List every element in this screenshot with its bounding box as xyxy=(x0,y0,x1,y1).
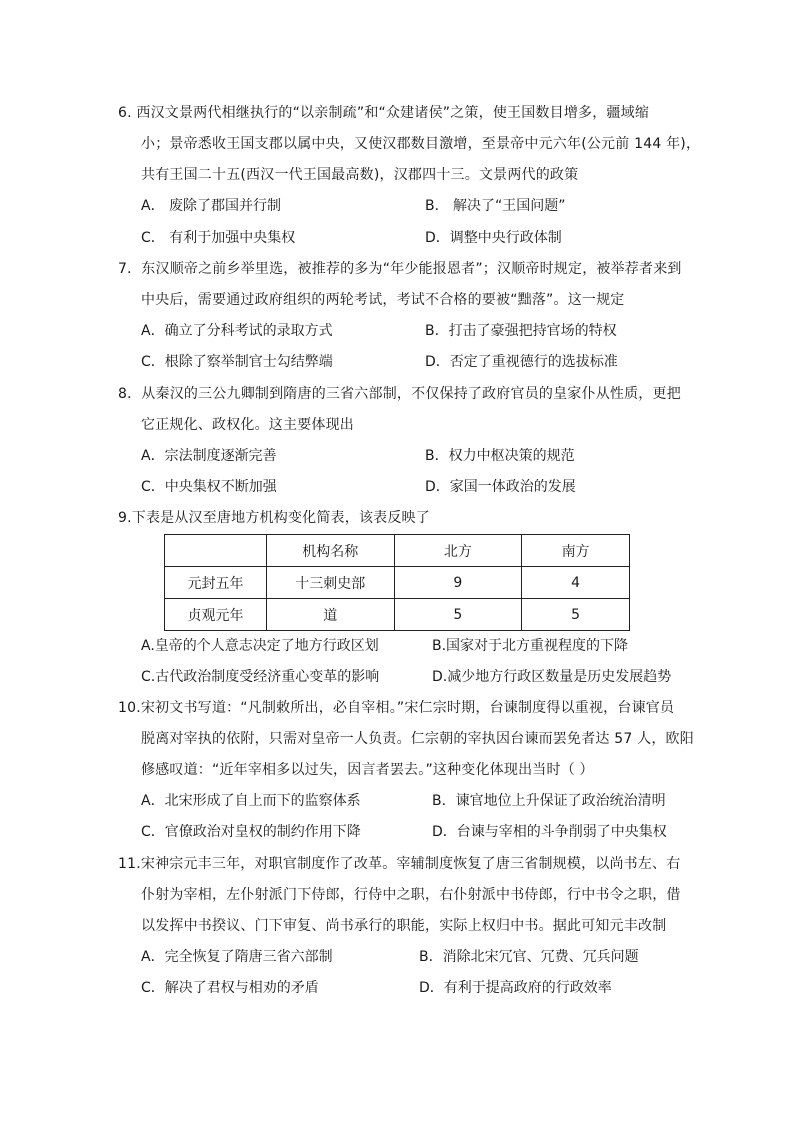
question-9-line-1: 9.下表是从汉至唐地方机构变化简表，该表反映了 xyxy=(118,510,430,526)
table-row xyxy=(165,599,630,631)
question-10-line-3: 修感叹道：“近年宰相多以过失，因言者罢去。”这种变化体现出当时（ ） xyxy=(141,762,594,778)
question-10-option-b[interactable]: B．谏官地位上升保证了政治统治清明 xyxy=(432,793,666,809)
question-6-option-b[interactable]: B． 解决了“王国问题” xyxy=(425,198,566,214)
question-7-line-1: 7．东汉顺帝之前乡举里选，被推荐的多为“年少能报恩者”；汉顺帝时规定，被举荐者来到 xyxy=(118,261,682,277)
question-7-option-a[interactable]: A．确立了分科考试的录取方式 xyxy=(141,323,333,339)
table-cell: 5 xyxy=(394,599,522,631)
question-10-line-1: 10.宋初文书写道：“凡制敕所出，必自宰相。”宋仁宗时期，台谏制度得以重视，台谏官员 xyxy=(118,700,675,716)
question-6-line-3: 共有王国二十五(西汉一代王国最高数)，汉郡四十三。文景两代的政策 xyxy=(141,167,579,183)
question-10-option-a[interactable]: A．北宋形成了自上而下的监察体系 xyxy=(141,793,361,809)
question-8-line-2: 它正规化、政权化。这主要体现出 xyxy=(141,417,354,433)
question-6-line-1: 6. 西汉文景两代相继执行的“以亲制疏”和“众建诸侯”之策，使王国数目增多，疆域缩 xyxy=(118,105,650,121)
data-table xyxy=(164,534,630,631)
question-11-line-1: 11.宋神宗元丰三年，对职官制度作了改革。宰辅制度恢复了唐三省制规模，以尚书左、右 xyxy=(118,856,681,872)
question-9-option-a[interactable]: A.皇帝的个人意志决定了地方行政区划 xyxy=(141,638,379,654)
question-7-option-c[interactable]: C．根除了察举制官士勾结弊端 xyxy=(141,354,333,370)
question-11-line-3: 以发挥中书揆议、门下审复、尚书承行的职能，实际上权归中书。据此可知元丰改制 xyxy=(141,918,667,934)
question-6-option-d[interactable]: D．调整中央行政体制 xyxy=(425,230,562,246)
question-8-option-b[interactable]: B．权力中枢决策的规范 xyxy=(425,448,575,464)
table-cell: 道 xyxy=(266,599,394,631)
table-cell: 9 xyxy=(394,567,522,599)
question-11-option-d[interactable]: D．有利于提高政府的行政效率 xyxy=(419,980,612,996)
table-cell: 4 xyxy=(522,567,630,599)
table-header-cell: 机构名称 xyxy=(266,535,394,567)
question-8-line-1: 8．从秦汉的三公九卿制到隋唐的三省六部制，不仅保持了政府官员的皇家仆从性质，更把 xyxy=(118,386,681,402)
table-row xyxy=(165,567,630,599)
table-header-cell xyxy=(165,535,267,567)
question-10-option-d[interactable]: D．台谏与宰相的斗争削弱了中央集权 xyxy=(432,824,667,840)
question-7-option-d[interactable]: D．否定了重视德行的选拔标准 xyxy=(425,354,618,370)
question-6-option-c[interactable]: C． 有利于加强中央集权 xyxy=(141,230,296,246)
question-10-line-2: 脱离对宰执的依附，只需对皇帝一人负责。仁宗朝的宰执因台谏而罢免者达 57 人，欧阳 xyxy=(141,731,694,747)
table-header-cell: 北方 xyxy=(394,535,522,567)
question-7-option-b[interactable]: B．打击了豪强把持官场的特权 xyxy=(425,323,617,339)
table-header-row xyxy=(165,535,630,567)
question-11-option-a[interactable]: A．完全恢复了隋唐三省六部制 xyxy=(141,949,333,965)
table-cell: 元封五年 xyxy=(165,567,267,599)
table-cell: 贞观元年 xyxy=(165,599,267,631)
question-9-option-b[interactable]: B.国家对于北方重视程度的下降 xyxy=(432,638,629,654)
question-10-option-c[interactable]: C．官僚政治对皇权的制约作用下降 xyxy=(141,824,361,840)
question-6-option-a[interactable]: A． 废除了郡国并行制 xyxy=(141,198,282,214)
question-11-option-b[interactable]: B．消除北宋冗官、冗费、冗兵问题 xyxy=(419,949,639,965)
question-9-option-c[interactable]: C.古代政治制度受经济重心变革的影响 xyxy=(141,669,380,685)
question-11-line-2: 仆射为宰相，左仆射派门下侍郎，行侍中之职，右仆射派中书侍郎，行中书令之职，借 xyxy=(141,887,681,903)
question-9-option-d[interactable]: D.减少地方行政区数量是历史发展趋势 xyxy=(432,669,672,685)
question-8-option-d[interactable]: D．家国一体政治的发展 xyxy=(425,479,576,495)
table-header-cell: 南方 xyxy=(522,535,630,567)
question-6-line-2: 小；景帝悉收王国支郡以属中央，又使汉郡数目激增，至景帝中元六年(公元前 144 年)， xyxy=(141,136,701,152)
question-11-option-c[interactable]: C．解决了君权与相劝的矛盾 xyxy=(141,980,319,996)
table-cell: 5 xyxy=(522,599,630,631)
table-cell: 十三刺史部 xyxy=(266,567,394,599)
question-8-option-a[interactable]: A．宗法制度逐渐完善 xyxy=(141,448,277,464)
question-7-line-2: 中央后，需要通过政府组织的两轮考试，考试不合格的要被“黜落”。这一规定 xyxy=(141,292,625,308)
question-8-option-c[interactable]: C．中央集权不断加强 xyxy=(141,479,277,495)
